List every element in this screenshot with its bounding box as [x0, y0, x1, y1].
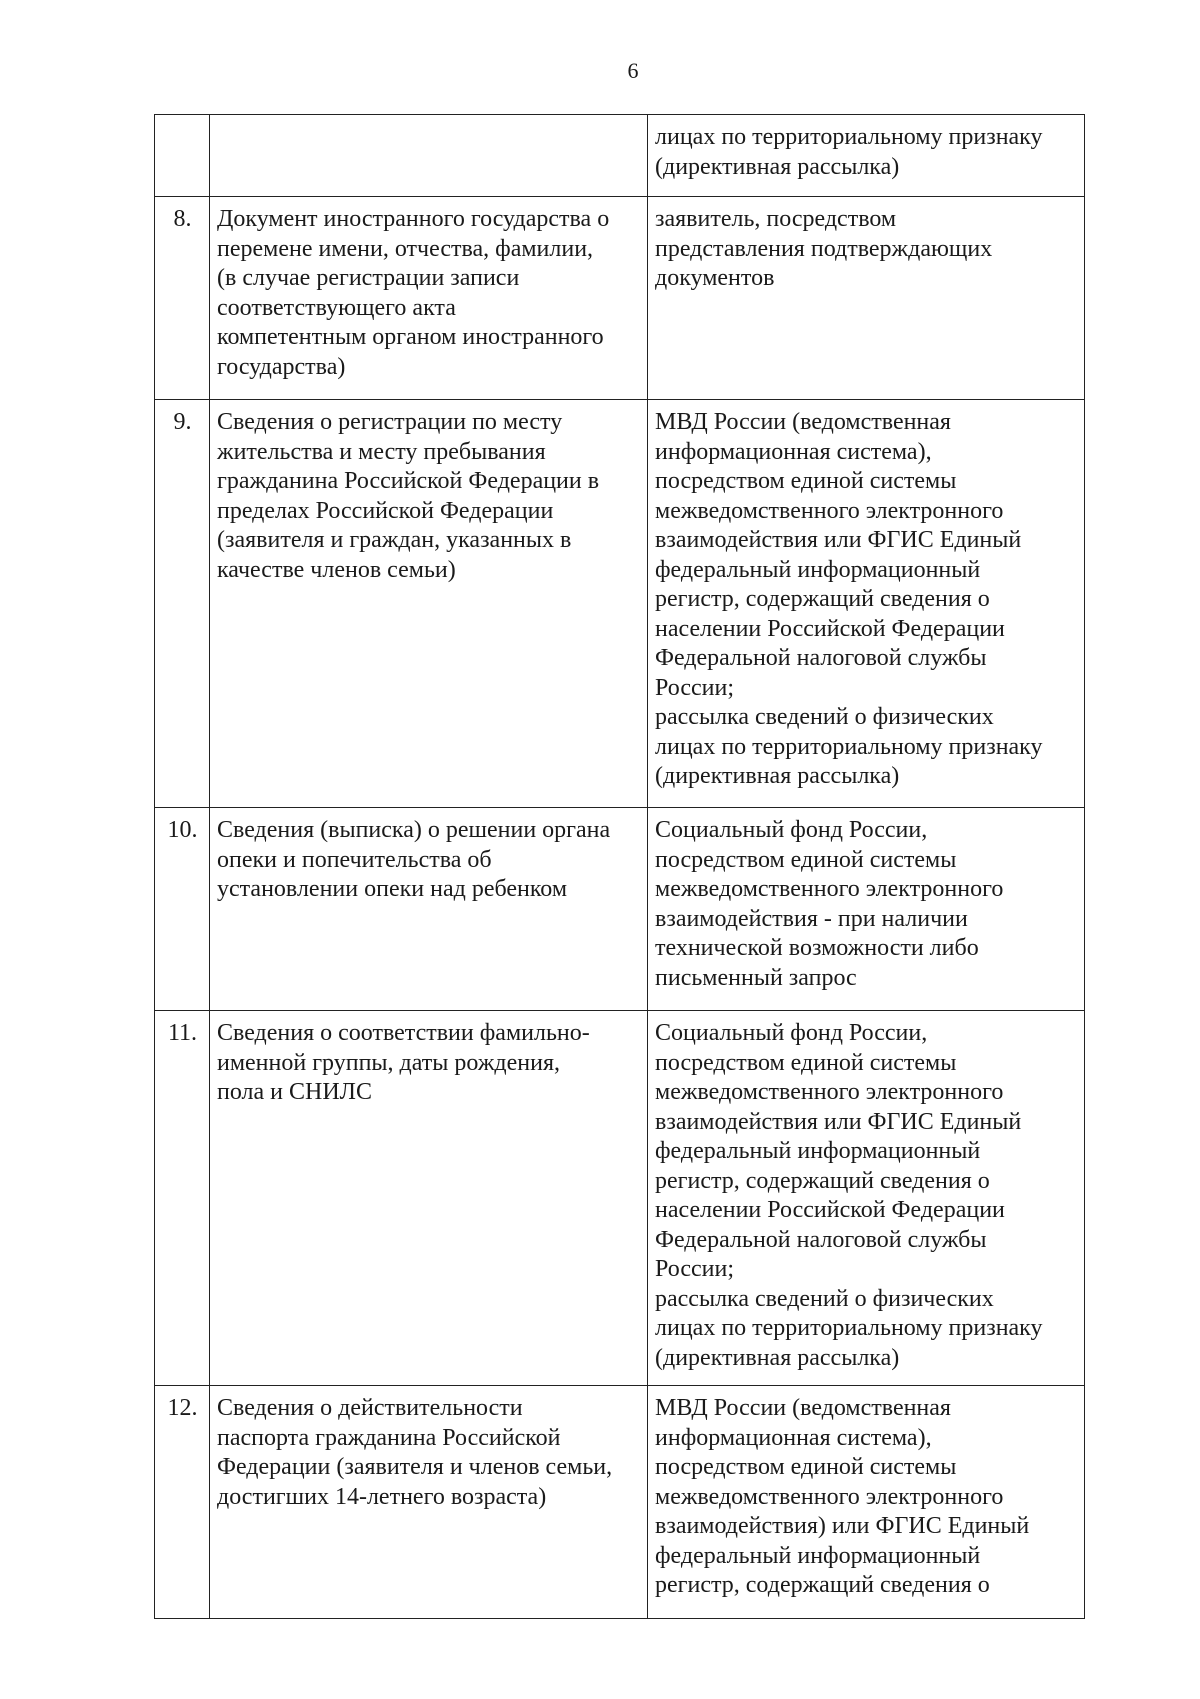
document-cell [210, 115, 648, 197]
row-number: 8. [155, 197, 210, 400]
documents-table [154, 114, 1085, 1619]
source-cell: Социальный фонд России, посредством единой системы межведомственного электронного взаимодействия или ФГИС Единый федеральный информационный регистр, содержащий сведения о населении Российской Федерации Федеральной налоговой службы России; рассылка сведений о физических лицах по территориальному признаку (директивная рассылка) [648, 1011, 1085, 1386]
row-number: 12. [155, 1386, 210, 1619]
table-row [155, 1386, 1085, 1619]
table-row [155, 1011, 1085, 1386]
document-cell: Сведения (выписка) о решении органа опеки и попечительства об установлении опеки над ребенком [210, 808, 648, 1011]
source-cell: лицах по территориальному признаку (директивная рассылка) [648, 115, 1085, 197]
source-cell: заявитель, посредством представления подтверждающих документов [648, 197, 1085, 400]
document-cell: Сведения о соответствии фамильно- именной группы, даты рождения, пола и СНИЛС [210, 1011, 648, 1386]
document-cell: Сведения о действительности паспорта гражданина Российской Федерации (заявителя и членов семьи, достигших 14-летнего возраста) [210, 1386, 648, 1619]
source-cell: МВД России (ведомственная информационная система), посредством единой системы межведомственного электронного взаимодействия или ФГИС Единый федеральный информационный регистр, содержащий сведения о населении Российской Федерации Федеральной налоговой службы России; рассылка сведений о физических лицах по территориальному признаку (директивная рассылка) [648, 400, 1085, 808]
table-row [155, 400, 1085, 808]
row-number: 9. [155, 400, 210, 808]
source-cell: МВД России (ведомственная информационная система), посредством единой системы межведомственного электронного взаимодействия) или ФГИС Единый федеральный информационный регистр, содержащий сведения о [648, 1386, 1085, 1619]
table-row [155, 808, 1085, 1011]
document-cell: Документ иностранного государства о перемене имени, отчества, фамилии, (в случае регистрации записи соответствующего акта компетентным органом иностранного государства) [210, 197, 648, 400]
row-number: 11. [155, 1011, 210, 1386]
source-cell: Социальный фонд России, посредством единой системы межведомственного электронного взаимодействия - при наличии технической возможности либо письменный запрос [648, 808, 1085, 1011]
row-number: 10. [155, 808, 210, 1011]
document-cell: Сведения о регистрации по месту жительства и месту пребывания гражданина Российской Федерации в пределах Российской Федерации (заявителя и граждан, указанных в качестве членов семьи) [210, 400, 648, 808]
table-row [155, 115, 1085, 197]
page-number: 6 [627, 58, 639, 83]
table-row [155, 197, 1085, 400]
row-number [155, 115, 210, 197]
